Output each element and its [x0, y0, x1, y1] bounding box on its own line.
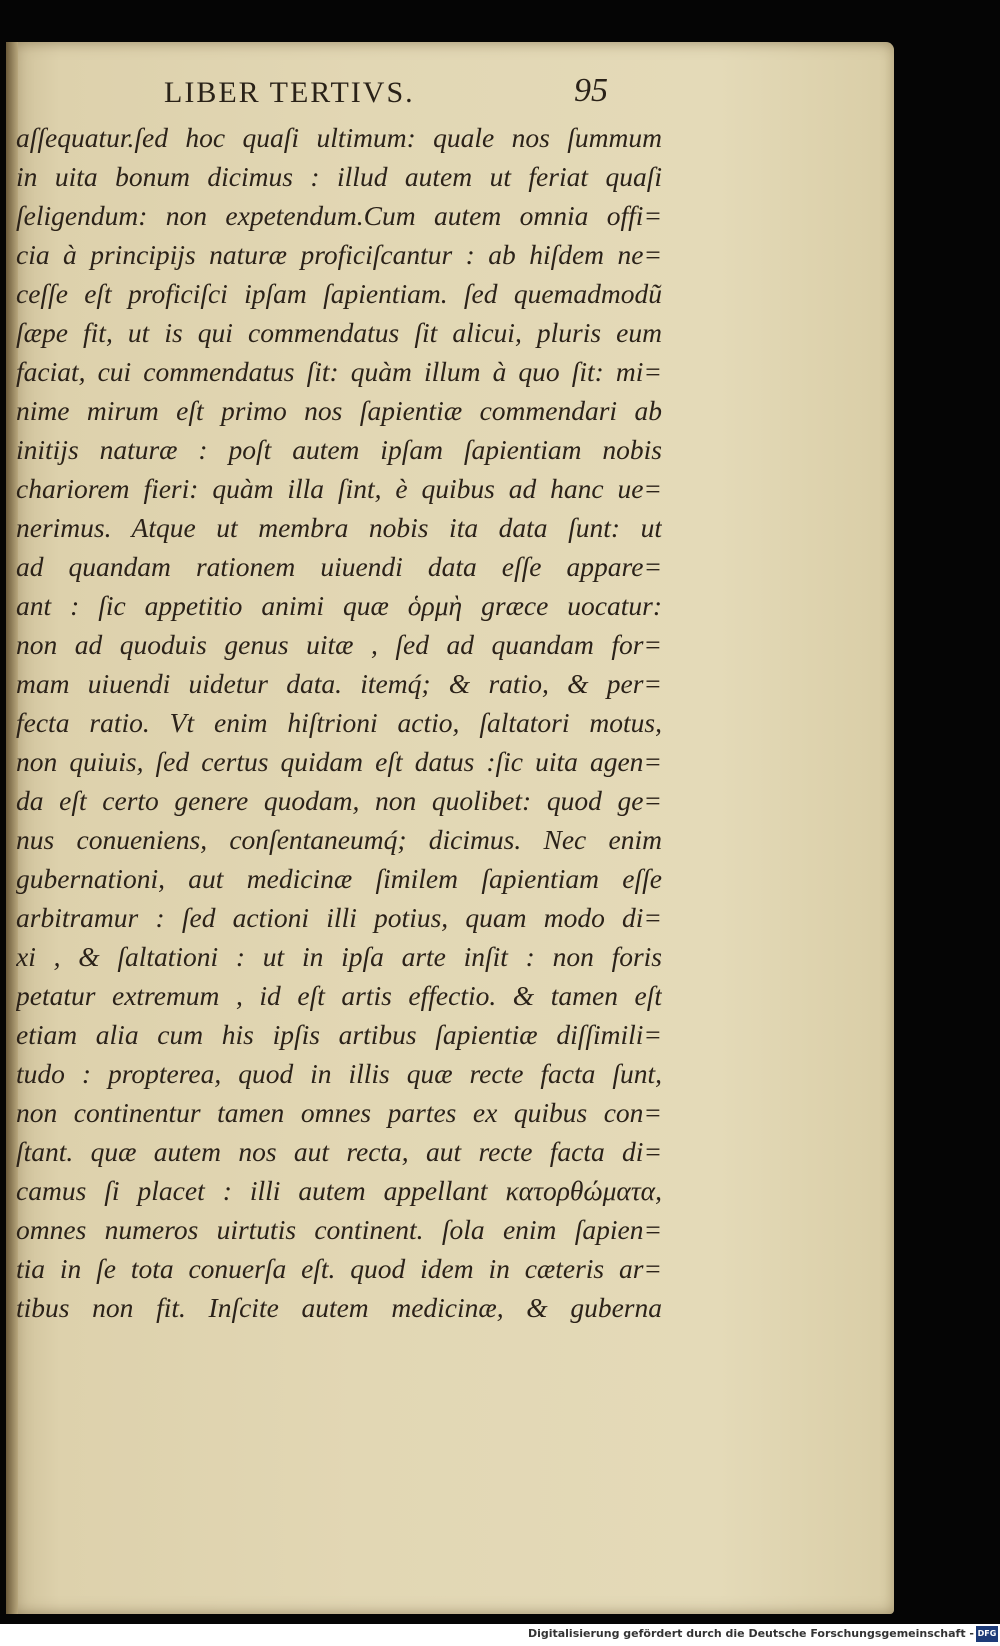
body-text [16, 118, 662, 1327]
running-head: LIBER TERTIVS. [164, 76, 415, 109]
dfg-logo: DFG [976, 1626, 998, 1642]
text-line: etiam alia cum his ipſis artibus ſapientiæ diſſimili= [16, 1019, 662, 1050]
text-line: camus ſi placet : illi autem appellant κατορθώματα, [16, 1175, 662, 1206]
funding-credit: Digitalisierung gefördert durch die Deutsche Forschungsgemeinschaft - [527, 1627, 974, 1640]
text-line: ceſſe eſt proficiſci ipſam ſapientiam. ſed quemadmodũ [16, 278, 662, 309]
text-line: initijs naturæ : poſt autem ipſam ſapientiam nobis [16, 434, 662, 465]
text-line: gubernationi, aut medicinæ ſimilem ſapientiam eſſe [16, 863, 662, 894]
text-line: ſtant. quæ autem nos aut recta, aut recte facta di= [16, 1136, 662, 1167]
text-line: tudo : propterea, quod in illis quæ recte facta ſunt, [16, 1058, 662, 1089]
text-line: cia à principijs naturæ proficiſcantur : ab hiſdem ne= [16, 239, 662, 270]
text-line: non quiuis, ſed certus quidam eſt datus :ſic uita agen= [16, 746, 662, 777]
text-line: ad quandam rationem uiuendi data eſſe appare= [16, 551, 662, 582]
text-line: ſæpe fit, ut is qui commendatus ſit alicui, pluris eum [16, 317, 662, 348]
text-line: ſeligendum: non expetendum.Cum autem omnia offi= [16, 200, 662, 231]
text-line: ant : ſic appetitio animi quæ ὁρμὴ græce uocatur: [16, 590, 662, 621]
page-number: 95 [574, 72, 608, 109]
text-line: xi , & ſaltationi : ut in ipſa arte inſit : non foris [16, 941, 662, 972]
text-line: arbitramur : ſed actioni illi potius, quam modo di= [16, 902, 662, 933]
text-line: aſſequatur.ſed hoc quaſi ultimum: quale nos ſummum [16, 122, 662, 153]
text-line: nus conueniens, conſentaneumq́; dicimus. Nec enim [16, 824, 662, 855]
footer-bar [0, 1624, 1000, 1646]
text-line: da eſt certo genere quodam, non quolibet: quod ge= [16, 785, 662, 816]
page-header [150, 72, 650, 120]
text-line: faciat, cui commendatus ſit: quàm illum à quo ſit: mi= [16, 356, 662, 387]
text-line: omnes numeros uirtutis continent. ſola enim ſapien= [16, 1214, 662, 1245]
text-line: chariorem fieri: quàm illa ſint, è quibus ad hanc ue= [16, 473, 662, 504]
text-line: non ad quoduis genus uitæ , ſed ad quandam for= [16, 629, 662, 660]
text-line: nerimus. Atque ut membra nobis ita data ſunt: ut [16, 512, 662, 543]
text-line: in uita bonum dicimus : illud autem ut feriat quaſi [16, 161, 662, 192]
text-line: tibus non fit. Inſcite autem medicinæ, & guberna [16, 1292, 662, 1323]
text-line: nime mirum eſt primo nos ſapientiæ commendari ab [16, 395, 662, 426]
text-line: tia in ſe tota conuerſa eſt. quod idem in cæteris ar= [16, 1253, 662, 1284]
text-line: fecta ratio. Vt enim hiſtrioni actio, ſaltatori motus, [16, 707, 662, 738]
text-line: petatur extremum , id eſt artis effectio. & tamen eſt [16, 980, 662, 1011]
text-line: mam uiuendi uidetur data. itemq́; & ratio, & per= [16, 668, 662, 699]
text-line: non continentur tamen omnes partes ex quibus con= [16, 1097, 662, 1128]
